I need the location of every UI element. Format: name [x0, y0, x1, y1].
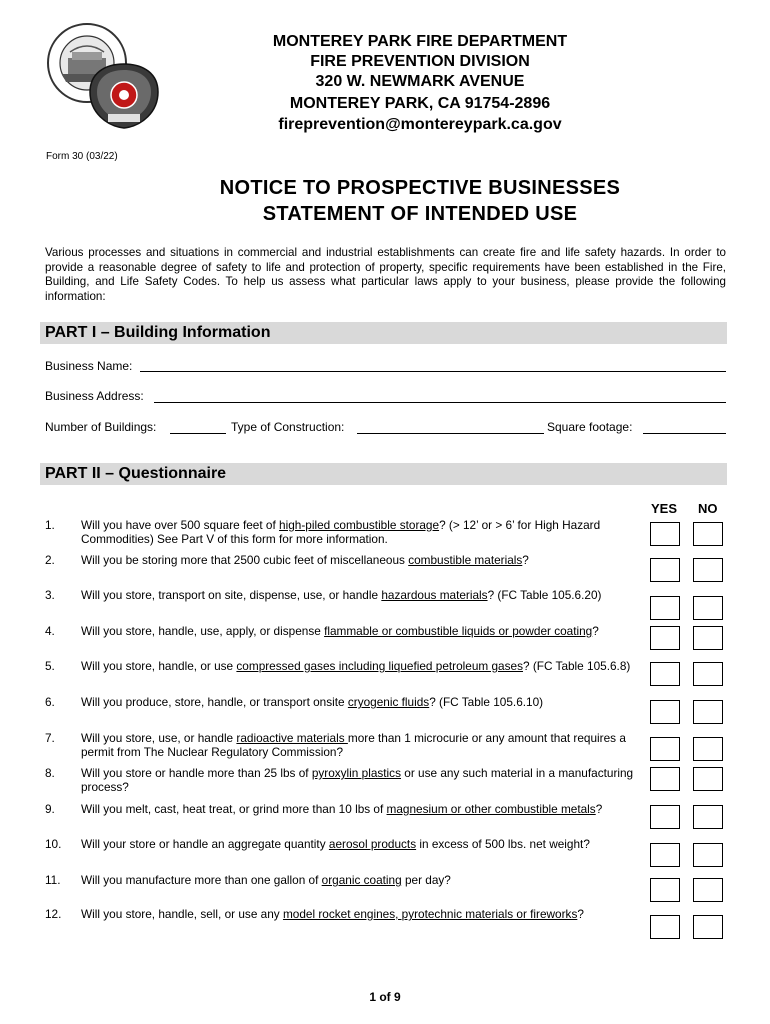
question-text-post: ?	[592, 624, 599, 638]
form-number: Form 30 (03/22)	[46, 151, 118, 162]
title-line-1: NOTICE TO PROSPECTIVE BUSINESSES	[219, 177, 621, 199]
no-checkbox[interactable]	[693, 522, 723, 546]
question-text-post: ? (> 12’ or > 6’ for High Hazard Commodities) See Part V of this form for more information.	[81, 518, 601, 546]
question-text-pre: Will you store, use, or handle	[81, 731, 237, 745]
construction-type-label: Type of Construction:	[231, 420, 345, 434]
question-text-pre: Will your store or handle an aggregate quantity	[81, 837, 329, 851]
question-text-pre: Will you store, handle, or use	[81, 659, 237, 673]
no-checkbox[interactable]	[693, 805, 723, 829]
yes-checkbox[interactable]	[650, 843, 680, 867]
question-link[interactable]: radioactive materials	[236, 731, 348, 745]
business-name-field[interactable]	[140, 371, 726, 372]
question-text-pre: Will you have over 500 square feet of	[81, 518, 280, 532]
question-text-post: ?	[522, 553, 529, 567]
question-number: 7.	[45, 731, 55, 745]
yes-checkbox[interactable]	[650, 558, 680, 582]
no-checkbox[interactable]	[693, 626, 723, 650]
title-line-2: STATEMENT OF INTENDED USE	[262, 203, 578, 225]
street-address: 320 W. NEWMARK AVENUE	[315, 73, 525, 90]
question-text-pre: Will you store, handle, sell, or use any	[81, 907, 283, 921]
question-number: 12.	[45, 907, 62, 921]
question-text	[81, 518, 641, 546]
question-text	[81, 873, 641, 887]
no-checkbox[interactable]	[693, 700, 723, 724]
no-checkbox[interactable]	[693, 878, 723, 902]
question-text-pre: Will you produce, store, handle, or transport onsite	[81, 695, 348, 709]
question-text-pre: Will you store or handle more than 25 lbs of	[81, 766, 312, 780]
question-text	[81, 553, 641, 567]
question-text-post: in excess of 500 lbs. net weight?	[416, 837, 590, 851]
construction-type-field[interactable]	[357, 433, 544, 434]
email-address[interactable]: fireprevention@montereypark.ca.gov	[278, 116, 562, 133]
business-address-field[interactable]	[154, 402, 726, 403]
division-name: FIRE PREVENTION DIVISION	[310, 53, 530, 70]
square-footage-field[interactable]	[643, 433, 726, 434]
no-checkbox[interactable]	[693, 558, 723, 582]
question-text-post: ?	[595, 802, 603, 816]
question-number: 6.	[45, 695, 55, 709]
question-text	[81, 695, 641, 709]
square-footage-label: Square footage:	[547, 420, 633, 434]
question-text-post: more than 1 microcurie or any amount that requires a permit from The Nuclear Regulatory Commission?	[81, 731, 626, 759]
question-text	[81, 907, 641, 921]
question-text	[81, 624, 641, 638]
intro-paragraph: Various processes and situations in commercial and industrial establishments can create fire and life safety hazards. In order to provide a reasonable degree of safety to life and protection of property, specific requirements have been established in the Fire, Building, and Life Safety Codes. To help us assess what particular laws apply to your business, please provide the following information:	[45, 246, 726, 303]
yes-checkbox[interactable]	[650, 700, 680, 724]
page-number: 1 of 9	[369, 990, 401, 1004]
no-checkbox[interactable]	[693, 915, 723, 939]
yes-checkbox[interactable]	[650, 596, 680, 620]
question-number: 9.	[45, 802, 55, 816]
question-number: 5.	[45, 659, 55, 673]
question-number: 3.	[45, 588, 55, 602]
question-text-pre: Will you be storing more that 2500 cubic feet of miscellaneous	[81, 553, 409, 567]
question-text-post: ? (FC Table 105.6.20)	[487, 588, 602, 602]
no-checkbox[interactable]	[693, 737, 723, 761]
question-number: 4.	[45, 624, 55, 638]
question-text	[81, 802, 641, 816]
no-column-header: NO	[698, 501, 718, 516]
part-2-title: PART II – Questionnaire	[45, 465, 227, 482]
no-checkbox[interactable]	[693, 596, 723, 620]
business-name-label: Business Name:	[45, 359, 133, 373]
question-text	[81, 659, 641, 673]
yes-checkbox[interactable]	[650, 878, 680, 902]
yes-checkbox[interactable]	[650, 737, 680, 761]
number-of-buildings-label: Number of Buildings:	[45, 420, 157, 434]
part-1-title: PART I – Building Information	[45, 324, 271, 341]
question-text-pre: Will you melt, cast, heat treat, or grind more than 10 lbs of	[81, 802, 387, 816]
question-number: 1.	[45, 518, 55, 532]
no-checkbox[interactable]	[693, 662, 723, 686]
yes-checkbox[interactable]	[650, 522, 680, 546]
question-text-post: ? (FC Table 105.6.8)	[522, 659, 631, 673]
question-text	[81, 588, 641, 602]
question-link[interactable]: pyroxylin plastics	[311, 766, 401, 780]
city-address: MONTEREY PARK, CA 91754-2896	[289, 95, 551, 112]
question-text-post: ?	[577, 907, 584, 921]
question-number: 10.	[45, 837, 62, 851]
no-checkbox[interactable]	[693, 767, 723, 791]
number-of-buildings-field[interactable]	[170, 433, 226, 434]
question-link[interactable]: organic coating	[321, 873, 402, 887]
yes-column-header: YES	[651, 501, 678, 516]
question-number: 11.	[45, 873, 61, 887]
question-link[interactable]: compressed gases including liquefied petroleum gases	[236, 659, 523, 673]
question-text-pre: Will you store, handle, use, apply, or dispense	[81, 624, 325, 638]
question-link[interactable]: high-piled combustible storage	[279, 518, 440, 532]
question-text	[81, 837, 641, 851]
business-address-label: Business Address:	[45, 389, 144, 403]
yes-checkbox[interactable]	[650, 626, 680, 650]
yes-checkbox[interactable]	[650, 805, 680, 829]
yes-checkbox[interactable]	[650, 915, 680, 939]
question-link[interactable]: aerosol products	[328, 837, 417, 851]
department-name: MONTEREY PARK FIRE DEPARTMENT	[272, 33, 568, 50]
question-text	[81, 766, 641, 794]
question-link[interactable]: model rocket engines, pyrotechnic materials or fireworks	[282, 907, 578, 921]
question-link[interactable]: hazardous materials	[381, 588, 488, 602]
yes-checkbox[interactable]	[650, 767, 680, 791]
question-link[interactable]: magnesium or other combustible metals	[386, 802, 596, 816]
question-text-post: ? (FC Table 105.6.10)	[429, 695, 544, 709]
yes-checkbox[interactable]	[650, 662, 680, 686]
question-text-post: or use any such material in a manufacturing process?	[81, 766, 634, 794]
question-number: 8.	[45, 766, 55, 780]
question-link[interactable]: flammable or combustible liquids or powder coating	[324, 624, 593, 638]
question-text-post: per day?	[401, 873, 451, 887]
question-text-pre: Will you store, transport on site, dispense, use, or handle	[81, 588, 382, 602]
question-text-pre: Will you manufacture more than one gallon of	[81, 873, 322, 887]
question-link[interactable]: combustible materials	[408, 553, 523, 567]
no-checkbox[interactable]	[693, 843, 723, 867]
question-number: 2.	[45, 553, 55, 567]
question-link[interactable]: cryogenic fluids	[347, 695, 430, 709]
fire-department-badge-logo	[88, 62, 160, 130]
question-text	[81, 731, 641, 759]
